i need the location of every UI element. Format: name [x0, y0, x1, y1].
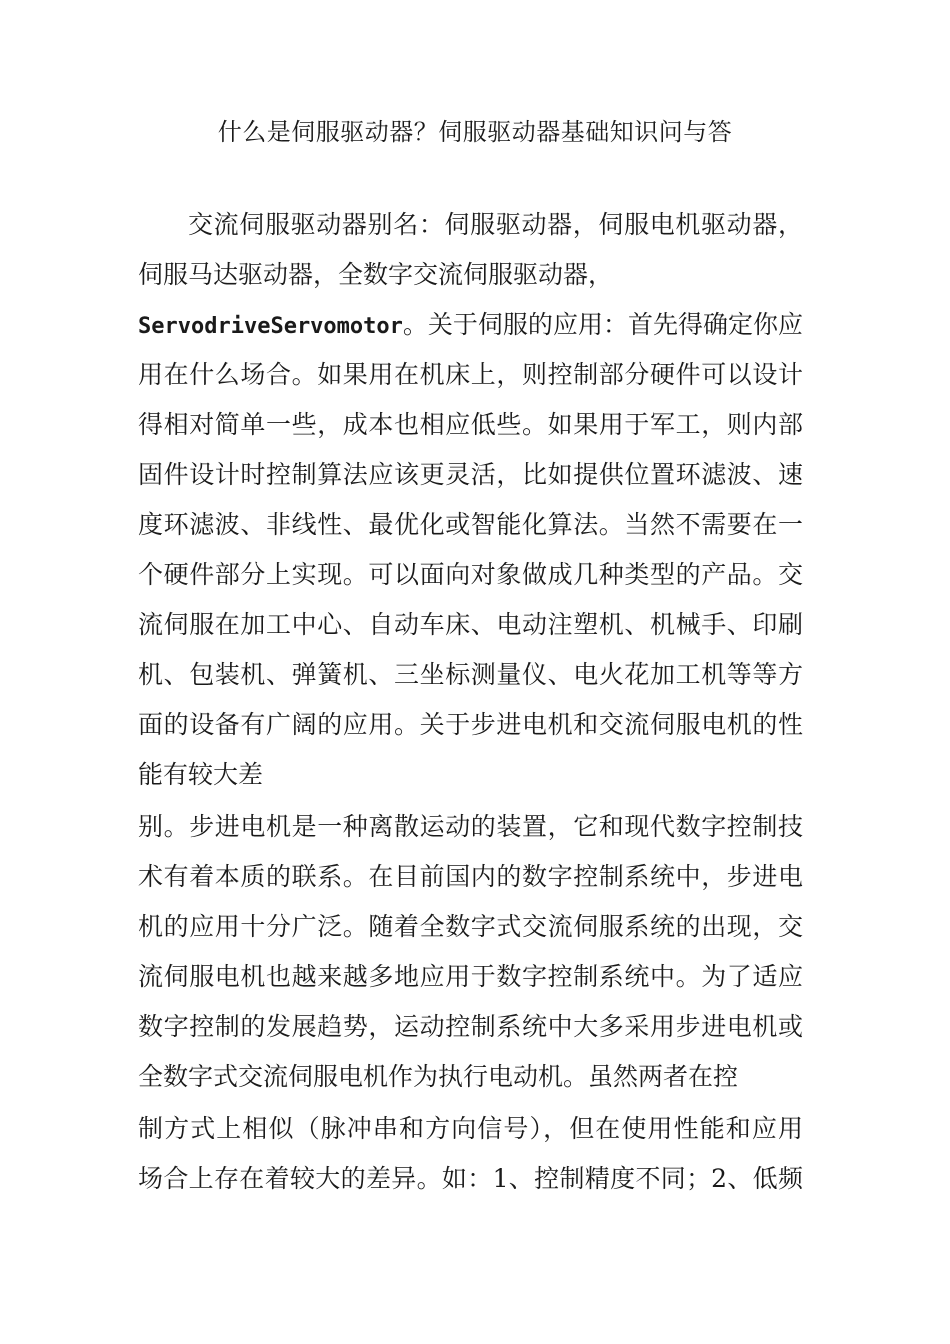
paragraph-line-7: 度环滤波、非线性、最优化或智能化算法。当然不需要在一: [138, 510, 803, 539]
paragraph-line-11: 面的设备有广阔的应用。关于步进电机和交流伺服电机的性: [138, 710, 803, 739]
paragraph-line-2: 伺服马达驱动器，全数字交流伺服驱动器，: [138, 260, 614, 289]
paragraph-line-3: [138, 300, 803, 350]
paragraph-line-10: 机、包装机、弹簧机、三坐标测量仪、电火花加工机等等方: [138, 660, 803, 689]
paragraph-line-20: 场合上存在着较大的差异。如：1、控制精度不同；2、低频: [138, 1164, 803, 1193]
paragraph-line-12: 能有较大差: [138, 760, 264, 789]
paragraph-line-14: 术有着本质的联系。在目前国内的数字控制系统中，步进电: [138, 862, 803, 891]
paragraph-line-8: 个硬件部分上实现。可以面向对象做成几种类型的产品。交: [138, 560, 803, 589]
paragraph-line-17: 数字控制的发展趋势，运动控制系统中大多采用步进电机或: [138, 1012, 803, 1041]
paragraph-line-5: 得相对简单一些，成本也相应低些。如果用于军工，则内部: [138, 410, 803, 439]
paragraph-line-18: 全数字式交流伺服电机作为执行电动机。虽然两者在控: [138, 1062, 739, 1091]
paragraph-line-9: 流伺服在加工中心、自动车床、电动注塑机、机械手、印刷: [138, 610, 803, 639]
paragraph-line-15: 机的应用十分广泛。随着全数字式交流伺服系统的出现，交: [138, 912, 803, 941]
paragraph-line-1: 交流伺服驱动器别名：伺服驱动器，伺服电机驱动器，: [188, 210, 803, 239]
paragraph-line-16: 流伺服电机也越来越多地应用于数字控制系统中。为了适应: [138, 962, 803, 991]
servodrive-term: ServodriveServomotor: [138, 314, 403, 339]
document-title: 什么是伺服驱动器？伺服驱动器基础知识问与答: [217, 118, 733, 146]
paragraph-line-19: 制方式上相似（脉冲串和方向信号），但在使用性能和应用: [138, 1114, 803, 1143]
paragraph-line-3-text: 。关于伺服的应用：首先得确定你应: [402, 310, 803, 339]
paragraph-line-6: 固件设计时控制算法应该更灵活，比如提供位置环滤波、速: [138, 460, 803, 489]
paragraph-line-4: 用在什么场合。如果用在机床上，则控制部分硬件可以设计: [138, 360, 803, 389]
paragraph-line-13: 别。步进电机是一种离散运动的装置，它和现代数字控制技: [138, 812, 803, 841]
